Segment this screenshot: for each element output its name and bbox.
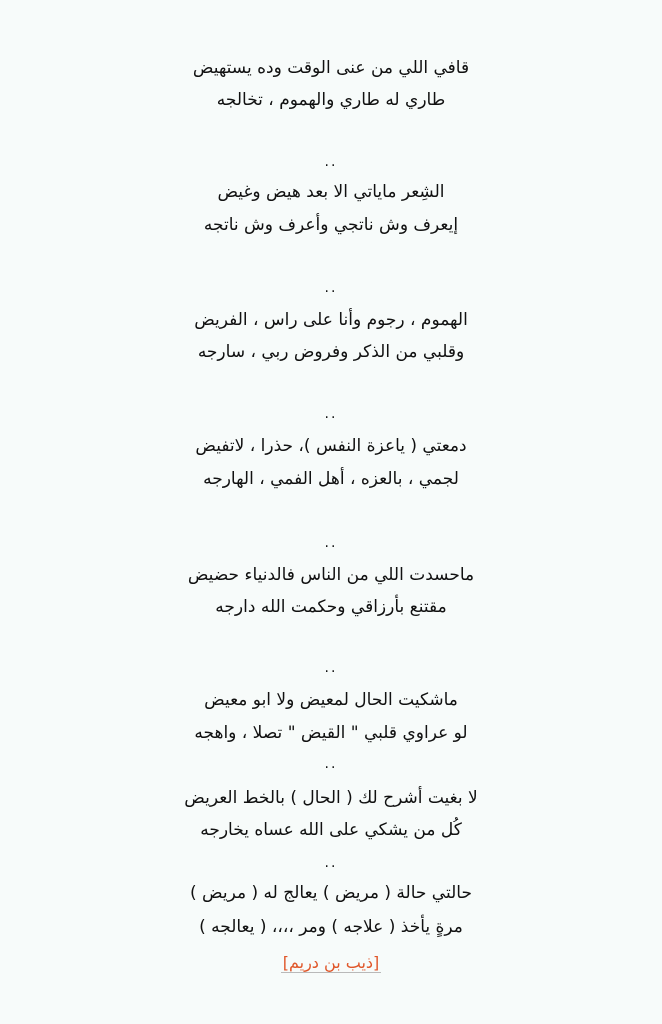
poet-name: [ذيب بن دريم]: [282, 953, 380, 972]
stanza-8-line-1: حالتي حالة ( مريض ) يعالج له ( مريض ): [190, 883, 472, 903]
stanza-separator: ..: [324, 280, 338, 296]
stanza-separator: ..: [324, 855, 338, 871]
stanza-separator: ..: [324, 756, 338, 772]
stanza-7-line-2: كُل من يشكي على الله عساه يخارجه: [200, 820, 462, 840]
stanza-2-line-2: إيعرف وش ناتجي وأعرف وش ناتجه: [203, 215, 459, 235]
stanza-5-line-1: ماحسدت اللي من الناس فالدنياء حضيض: [187, 565, 475, 585]
stanza-2-line-1: الشِعر ماياتي الا بعد هيض وغيض: [217, 182, 445, 202]
poet-signature: [0, 952, 662, 974]
stanza-separator: ..: [324, 154, 338, 170]
stanza-3-line-2: وقلبي من الذكر وفروض ربي ، سارجه: [197, 342, 465, 362]
stanza-7-line-1: لا بغيت أشرح لك ( الحال ) بالخط العريض: [184, 788, 478, 808]
stanza-separator: ..: [324, 406, 338, 422]
stanza-separator: ..: [324, 660, 338, 676]
stanza-1-line-1: قافي اللي من عنى الوقت وده يستهيض: [192, 58, 470, 78]
stanza-4-line-1: دمعتي ( ياعزة النفس )، حذرا ، لاتفيض: [195, 436, 467, 456]
stanza-1-line-2: طاري له طاري والهموم ، تخالجه: [216, 90, 446, 110]
stanza-5-line-2: مقتنع بأرزاقي وحكمت الله دارجه: [215, 597, 447, 617]
stanza-6-line-1: ماشكيت الحال لمعيض ولا ابو معيض: [204, 690, 458, 710]
stanza-8-line-2: مرةٍ يأخذ ( علاجه ) ومر ،،،، ( يعالجه ): [199, 917, 463, 937]
stanza-3-line-1: الهموم ، رجوم وأنا على راس ، الفريض: [194, 310, 468, 330]
stanza-6-line-2: لو عراوي قلبي " القيض " تصلا ، واهجه: [194, 723, 468, 743]
stanza-separator: ..: [324, 535, 338, 551]
stanza-4-line-2: لجمي ، بالعزه ، أهل الفمي ، الهارجه: [203, 469, 459, 489]
